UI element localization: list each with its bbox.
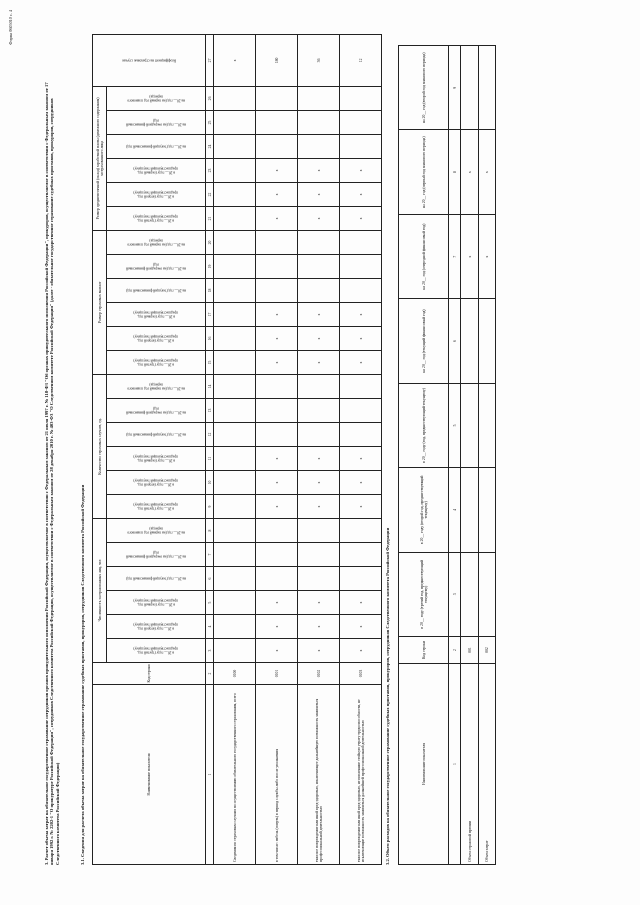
period-header-text: на 20__ год (на первый год планового периода) — [127, 382, 185, 391]
form-code: Форма 0605010 с. 4 — [8, 10, 13, 45]
data-cell — [478, 552, 495, 636]
period-header — [107, 303, 206, 327]
data-cell: x — [298, 303, 340, 327]
period-header — [107, 134, 206, 158]
period-header: на 20__ год (текущий финансовый год) — [399, 299, 449, 383]
column-number: 26 — [206, 86, 214, 110]
column-number: 6 — [449, 299, 461, 383]
section-3-1-title: 3.1. Сведения для расчета объема затрат на обязательное государственное страхование судебных приставов, прокуроров, сотрудников Следственного комитета Российской Федерации — [80, 484, 85, 865]
row-code: 0103 — [340, 663, 382, 685]
data-cell: x — [340, 351, 382, 375]
data-cell — [340, 567, 382, 591]
column-number: 5 — [449, 383, 461, 467]
period-header — [107, 158, 206, 182]
group-insured-count: Численность застрахованных лиц, чел — [93, 519, 107, 663]
data-cell: x — [256, 471, 298, 495]
data-cell: x — [461, 130, 478, 214]
data-cell: x — [256, 182, 298, 206]
data-cell — [214, 639, 256, 663]
data-cell — [256, 134, 298, 158]
row-code: 0100 — [214, 663, 256, 685]
table-row — [214, 34, 256, 864]
data-cell — [214, 182, 256, 206]
data-cell: x — [340, 206, 382, 230]
table-row — [256, 34, 298, 864]
period-header-text: в 20__ году (третий год, предшествующий текущему) — [133, 358, 179, 367]
row-label: Сведения по страховым случаям по осуществлению обязательного государственного страхования, всего — [214, 685, 256, 865]
data-cell — [214, 110, 256, 134]
period-header: в 20__ году (третий год, предшествующий текущему) — [399, 552, 449, 636]
data-cell — [214, 134, 256, 158]
period-header — [107, 471, 206, 495]
coef-cell: 180 — [256, 34, 298, 86]
period-header-text: в 20__ году (второй год, предшествующий текущему) — [133, 190, 179, 199]
data-cell: x — [256, 615, 298, 639]
data-cell — [340, 279, 382, 303]
period-header — [107, 495, 206, 519]
data-cell — [214, 86, 256, 110]
data-cell — [298, 279, 340, 303]
column-number: 21 — [206, 206, 214, 230]
row-label: в том числе: гибель (смерть) в период службы либо после увольнения — [256, 685, 298, 865]
period-header-text: в 20__ году (второй год, предшествующий текущему) — [133, 622, 179, 631]
period-header — [107, 279, 206, 303]
data-cell — [214, 351, 256, 375]
data-cell: x — [340, 447, 382, 471]
column-number: 24 — [206, 134, 214, 158]
row-code: 0101 — [256, 663, 298, 685]
column-number: 6 — [206, 567, 214, 591]
data-cell: x — [298, 447, 340, 471]
column-number: 19 — [206, 255, 214, 279]
data-cell: x — [340, 471, 382, 495]
group-average-salary: Размер среднемесячной (оклад) заработной платы (денежного содержания) застрахованного лица — [93, 86, 107, 230]
period-header — [107, 519, 206, 543]
data-cell — [256, 423, 298, 447]
data-cell — [214, 158, 256, 182]
table-row — [340, 34, 382, 864]
table-row — [478, 46, 495, 865]
data-cell: x — [340, 639, 382, 663]
period-header-text: на 20__ год (на первый год планового периода) — [127, 238, 185, 247]
period-header: в 20__ году (второй год, предшествующий текущему) — [399, 468, 449, 552]
data-cell: x — [340, 591, 382, 615]
data-cell: x — [298, 182, 340, 206]
period-header-text: в 20__ году (третий год, предшествующий текущему) — [133, 214, 179, 223]
data-cell — [340, 423, 382, 447]
data-cell — [214, 255, 256, 279]
period-header — [107, 110, 206, 134]
period-header — [107, 639, 206, 663]
data-cell: x — [256, 206, 298, 230]
data-cell — [340, 134, 382, 158]
data-cell — [256, 279, 298, 303]
data-cell: x — [298, 327, 340, 351]
column-number: 18 — [206, 279, 214, 303]
data-cell — [256, 375, 298, 399]
data-cell — [340, 375, 382, 399]
data-cell: x — [256, 158, 298, 182]
data-cell — [256, 255, 298, 279]
insurance-data-table — [92, 34, 382, 865]
data-cell: x — [256, 639, 298, 663]
period-header-text: на 20__ год (на очередной финансовый год) — [126, 118, 187, 127]
data-cell — [256, 399, 298, 423]
table-row — [461, 46, 478, 865]
period-header — [107, 327, 206, 351]
period-header — [107, 86, 206, 110]
data-cell: x — [256, 303, 298, 327]
data-cell — [256, 543, 298, 567]
period-header-text: на 20__ год (текущий финансовый год) — [126, 432, 187, 437]
period-header-text: в 20__ году (первый год, предшествующий текущему) — [133, 166, 179, 175]
period-header — [107, 399, 206, 423]
period-header — [107, 255, 206, 279]
period-header — [107, 615, 206, 639]
column-number: 17 — [206, 303, 214, 327]
data-cell — [461, 383, 478, 467]
data-cell — [340, 519, 382, 543]
data-cell — [298, 423, 340, 447]
period-header-text: на 20__ год (текущий финансовый год) — [126, 576, 187, 581]
period-header-text: в 20__ году (первый год, предшествующий текущему) — [133, 454, 179, 463]
coef-cell: 12 — [340, 34, 382, 86]
column-number: 27 — [206, 34, 214, 86]
table-row — [298, 34, 340, 864]
period-header — [107, 182, 206, 206]
data-cell — [298, 86, 340, 110]
period-header: на 20__ год (первый год планового периода) — [399, 130, 449, 214]
data-cell: x — [298, 471, 340, 495]
data-cell — [340, 230, 382, 254]
data-cell — [214, 447, 256, 471]
data-cell — [478, 299, 495, 383]
column-number: 12 — [206, 423, 214, 447]
data-cell — [298, 134, 340, 158]
data-cell — [298, 255, 340, 279]
period-header-text: на 20__ год (на первый год планового периода) — [127, 526, 185, 535]
period-header — [107, 447, 206, 471]
row-label: Объем затрат — [478, 664, 495, 865]
period-header-text: на 20__ год (на очередной финансовый год) — [126, 550, 187, 559]
section-3-title: 3. Расчет объема затрат на обязательное государственное страхование сотрудников органов принудительного исполнения Российской Федерации, осуществляемое в соответствии с Федеральным законом от 21 июля 1997 г. № 118-ФЗ "Об органах принудительного исполнения Российской Федерации", прокуроров, осуществляемое в соответствии с Федеральным законом от 17 января 1992 г. № 2202-1 "О прокуратуре Российской Федерации", сотрудников Следственного комитета Российской Федерации, осуществляемое в соответствии с Федеральным законом от 28 декабря 2010 г. № 403-ФЗ "О Следственном комитете Российской Федерации" (далее - обязательное государственное страхование судебных приставов, прокуроров, сотрудников Следственного комитета Российской Федерации) — [44, 82, 60, 865]
column-number: 1 — [449, 664, 461, 865]
data-cell — [214, 423, 256, 447]
period-header — [107, 543, 206, 567]
data-cell: x — [298, 158, 340, 182]
period-header — [107, 591, 206, 615]
column-number: 15 — [206, 351, 214, 375]
data-cell: x — [256, 351, 298, 375]
coef-cell: 36 — [298, 34, 340, 86]
group-insurance-payments: Размер страховых выплат — [93, 230, 107, 374]
data-cell — [298, 230, 340, 254]
period-header-text: в 20__ году (третий год, предшествующий текущему) — [133, 502, 179, 511]
column-number: 16 — [206, 327, 214, 351]
column-number: 8 — [206, 519, 214, 543]
column-number: 13 — [206, 399, 214, 423]
period-header-text: на 20__ год (на первый год планового периода) — [127, 94, 185, 103]
data-cell — [256, 110, 298, 134]
data-cell — [256, 230, 298, 254]
col-code-header: Код строки — [93, 663, 206, 685]
period-header-text: в 20__ году (первый год, предшествующий текущему) — [133, 310, 179, 319]
period-header-text: на 20__ год (на очередной финансовый год) — [126, 406, 187, 415]
data-cell — [214, 375, 256, 399]
data-cell — [461, 468, 478, 552]
data-cell — [214, 399, 256, 423]
data-cell — [298, 567, 340, 591]
data-cell — [478, 468, 495, 552]
period-header-text: в 20__ году (второй год, предшествующий текущему) — [133, 334, 179, 343]
column-number: 2 — [206, 663, 214, 685]
period-header — [107, 230, 206, 254]
data-cell — [461, 299, 478, 383]
data-cell: x — [298, 351, 340, 375]
column-number: 9 — [449, 46, 461, 130]
data-cell: x — [478, 214, 495, 298]
row-code: 001 — [461, 637, 478, 664]
data-cell: x — [256, 327, 298, 351]
section-3-2-title: 3.2. Объем расходов на обязательное государственное страхование судебных приставов, прокуроров, сотрудников Следственного комитета Российской Федерации — [385, 527, 390, 865]
data-cell — [256, 567, 298, 591]
data-cell — [214, 279, 256, 303]
column-number: 8 — [449, 130, 461, 214]
data-cell — [298, 519, 340, 543]
column-number: 10 — [206, 471, 214, 495]
data-cell — [298, 375, 340, 399]
period-header-text: в 20__ году (третий год, предшествующий текущему) — [133, 646, 179, 655]
data-cell — [214, 471, 256, 495]
column-number: 11 — [206, 447, 214, 471]
period-header — [107, 375, 206, 399]
data-cell: x — [298, 206, 340, 230]
data-cell: x — [340, 495, 382, 519]
data-cell — [214, 327, 256, 351]
data-cell — [340, 255, 382, 279]
data-cell — [214, 543, 256, 567]
data-cell — [214, 206, 256, 230]
row-label: тяжелое повреждение или иной вред здоровью, не повлекшие стойкую утрату трудоспособности, не исключающие возможность заниматься дальнейшей профессиональной деятельностью — [340, 685, 382, 865]
data-cell — [478, 383, 495, 467]
data-cell: x — [340, 303, 382, 327]
column-number: 14 — [206, 375, 214, 399]
data-cell — [298, 399, 340, 423]
period-header: на 20__ год (очередной финансовый год) — [399, 214, 449, 298]
data-cell — [298, 543, 340, 567]
period-header-text: на 20__ год (текущий финансовый год) — [126, 288, 187, 293]
period-header: на 20__ год (второй год планового периода) — [399, 46, 449, 130]
column-number: 2 — [449, 637, 461, 664]
data-cell — [214, 615, 256, 639]
data-cell — [461, 46, 478, 130]
period-header-text: на 20__ год (на очередной финансовый год) — [126, 262, 187, 271]
period-header — [107, 206, 206, 230]
data-cell: x — [461, 214, 478, 298]
period-header — [107, 567, 206, 591]
column-number: 4 — [206, 615, 214, 639]
column-number: 23 — [206, 158, 214, 182]
data-cell — [340, 399, 382, 423]
data-cell — [214, 567, 256, 591]
col-name-header: Наименование показателя — [93, 685, 206, 865]
column-number: 22 — [206, 182, 214, 206]
data-cell: x — [340, 327, 382, 351]
column-number: 25 — [206, 110, 214, 134]
data-cell: x — [298, 495, 340, 519]
data-cell — [298, 110, 340, 134]
row-label: тяжелое повреждение или иной вред здоровью, исключающее дальнейшую возможность заниматься профессиональной деятельностью — [298, 685, 340, 865]
period-header — [107, 351, 206, 375]
data-cell: x — [340, 182, 382, 206]
column-number: 7 — [206, 543, 214, 567]
column-number: 7 — [449, 214, 461, 298]
data-cell — [461, 552, 478, 636]
data-cell: x — [298, 591, 340, 615]
column-number: 1 — [206, 685, 214, 865]
data-cell: x — [256, 447, 298, 471]
period-header-text: в 20__ году (первый год, предшествующий текущему) — [133, 598, 179, 607]
data-cell: x — [298, 639, 340, 663]
column-number: 4 — [449, 468, 461, 552]
group-insured-events: Количество страховых случаев, ед. — [93, 375, 107, 519]
coef-cell: x — [214, 34, 256, 86]
data-cell: x — [340, 158, 382, 182]
data-cell: x — [256, 495, 298, 519]
col-code-header: Код строки — [399, 637, 449, 664]
coef-header-text: Коэффициент на страховые случаи — [122, 58, 176, 63]
data-cell: x — [340, 615, 382, 639]
column-number: 3 — [449, 552, 461, 636]
data-cell — [478, 46, 495, 130]
data-cell — [340, 110, 382, 134]
row-code: 0102 — [298, 663, 340, 685]
period-header-text: на 20__ год (текущий финансовый год) — [126, 144, 187, 149]
data-cell — [256, 519, 298, 543]
data-cell — [214, 495, 256, 519]
data-cell — [214, 303, 256, 327]
data-cell — [214, 230, 256, 254]
col-name-header: Наименование показателя — [399, 664, 449, 865]
row-code: 002 — [478, 637, 495, 664]
column-number: 3 — [206, 639, 214, 663]
data-cell — [214, 519, 256, 543]
data-cell: x — [298, 615, 340, 639]
column-number: 5 — [206, 591, 214, 615]
column-number: 9 — [206, 495, 214, 519]
data-cell — [214, 591, 256, 615]
insurance-expenses-table — [398, 45, 496, 865]
data-cell — [256, 86, 298, 110]
data-cell: x — [256, 591, 298, 615]
period-header-text: в 20__ году (второй год, предшествующий текущему) — [133, 478, 179, 487]
data-cell — [340, 86, 382, 110]
data-cell: x — [478, 130, 495, 214]
data-cell — [340, 543, 382, 567]
period-header: в 20__ году (год, предшествующий текущему) — [399, 383, 449, 467]
period-header — [107, 423, 206, 447]
coef-header — [93, 34, 206, 86]
row-label: Объем страховой премии — [461, 664, 478, 865]
column-number: 20 — [206, 230, 214, 254]
